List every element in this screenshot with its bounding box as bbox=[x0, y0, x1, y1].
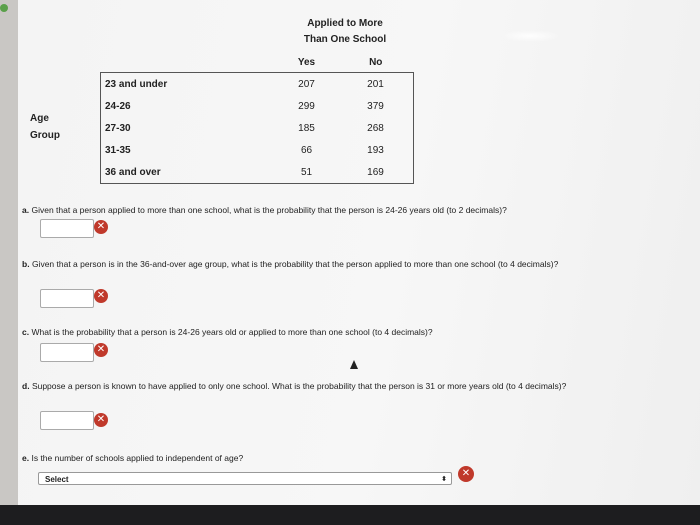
column-group-title-line1: Applied to More bbox=[307, 18, 383, 29]
column-group-title-line2: Than One School bbox=[303, 34, 387, 45]
question-c-text: What is the probability that a person is 24-26 years old or applied to more than one school (to 4 decimals)? bbox=[31, 327, 433, 337]
table-corner bbox=[101, 52, 276, 73]
updown-arrows-icon: ⬍ bbox=[441, 476, 447, 483]
question-e-text: Is the number of schools applied to independent of age? bbox=[31, 453, 244, 463]
column-group-title bbox=[290, 16, 400, 48]
answer-d-input[interactable] bbox=[40, 411, 94, 430]
question-d bbox=[22, 380, 694, 392]
bottom-bezel bbox=[0, 505, 700, 525]
table-row bbox=[101, 117, 414, 139]
close-circle-icon: ✕ bbox=[94, 343, 108, 357]
row-label: 23 and under bbox=[101, 73, 276, 96]
question-c-label: c. bbox=[22, 327, 30, 337]
cell-no: 268 bbox=[338, 117, 414, 139]
close-circle-icon: ✕ bbox=[94, 289, 108, 303]
table-row bbox=[101, 161, 414, 184]
contingency-table bbox=[100, 52, 414, 184]
answer-a-input[interactable] bbox=[40, 219, 94, 238]
column-header-no: No bbox=[338, 52, 414, 73]
question-b bbox=[22, 258, 682, 270]
cell-yes: 185 bbox=[298, 122, 315, 134]
question-e-label: e. bbox=[22, 453, 30, 463]
answer-b-input[interactable] bbox=[40, 289, 94, 308]
answer-c-input[interactable] bbox=[40, 343, 94, 362]
cell-no: 201 bbox=[338, 73, 414, 96]
table-row bbox=[101, 139, 414, 161]
mouse-pointer-icon bbox=[350, 360, 358, 369]
column-header-yes: Yes bbox=[275, 52, 338, 73]
table-row bbox=[101, 95, 414, 117]
cell-yes: 299 bbox=[298, 100, 315, 112]
select-value: Select bbox=[45, 475, 69, 484]
left-edge bbox=[0, 0, 18, 505]
cell-yes: 51 bbox=[275, 161, 338, 184]
question-b-text: Given that a person is in the 36-and-over age group, what is the probability that the person applied to more than one school (to 4 decimals)? bbox=[31, 259, 559, 269]
close-circle-icon: ✕ bbox=[94, 220, 108, 234]
question-c bbox=[22, 326, 692, 338]
row-label: 36 and over bbox=[101, 161, 276, 184]
table-row bbox=[101, 73, 414, 96]
screen-glare bbox=[500, 30, 560, 42]
independence-select[interactable] bbox=[38, 472, 452, 485]
cell-yes: 207 bbox=[298, 78, 315, 90]
row-label: 27-30 bbox=[101, 117, 276, 139]
cell-no: 169 bbox=[338, 161, 414, 184]
question-a-label: a. bbox=[22, 205, 30, 215]
question-e bbox=[22, 452, 692, 464]
row-label: 31-35 bbox=[101, 139, 276, 161]
question-a bbox=[22, 204, 692, 216]
status-dot-icon bbox=[0, 4, 8, 12]
close-circle-icon: ✕ bbox=[94, 413, 108, 427]
row-label: 24-26 bbox=[101, 95, 276, 117]
cell-yes: 66 bbox=[300, 144, 313, 156]
question-d-text: Suppose a person is known to have applied to only one school. What is the probability that the person is 31 or more years old (to 4 decimals)? bbox=[31, 381, 567, 391]
question-d-label: d. bbox=[22, 381, 30, 391]
row-group-label-line2: Group bbox=[30, 130, 60, 141]
row-group-label-line1: Age bbox=[30, 113, 49, 124]
row-group-label bbox=[30, 110, 60, 144]
close-circle-icon: ✕ bbox=[458, 466, 474, 482]
question-a-text: Given that a person applied to more than one school, what is the probability that the person is 24-26 years old (to 2 decimals)? bbox=[31, 205, 507, 215]
cell-no: 193 bbox=[338, 139, 414, 161]
cell-no: 379 bbox=[338, 95, 414, 117]
question-b-label: b. bbox=[22, 259, 30, 269]
